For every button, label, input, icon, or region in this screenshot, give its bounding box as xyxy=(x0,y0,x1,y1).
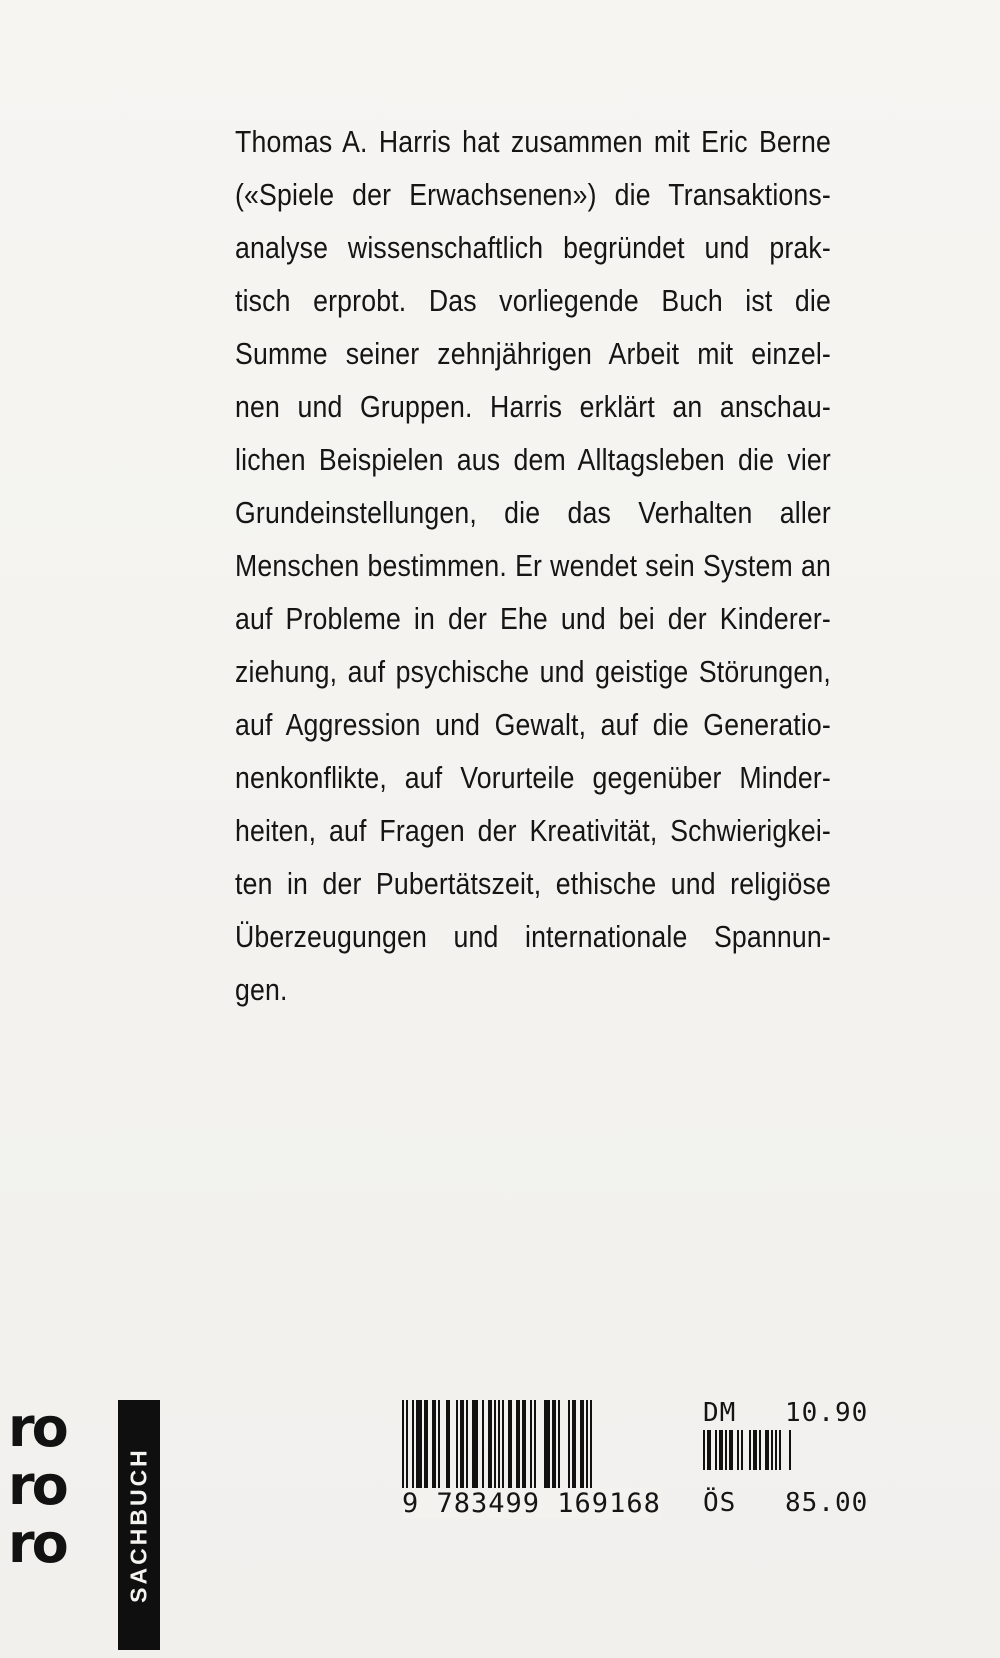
barcode-bar xyxy=(456,1400,458,1488)
barcode-bar xyxy=(488,1400,492,1488)
barcode-bar xyxy=(482,1400,484,1488)
barcode-bar xyxy=(789,1430,791,1470)
barcode-bar xyxy=(715,1430,717,1470)
blurb-line: auf Aggression und Gewalt, auf die Generatio- xyxy=(235,707,831,742)
price-dm xyxy=(703,1398,868,1428)
barcode-bar xyxy=(590,1400,592,1488)
barcode-bar xyxy=(771,1430,773,1470)
barcode-bar xyxy=(737,1430,739,1470)
price-addon-bars xyxy=(703,1430,833,1486)
logo-word: ro xyxy=(8,1396,66,1459)
blurb-line: tisch erprobt. Das vorliegende Buch ist die xyxy=(235,283,831,318)
blurb-line: heiten, auf Fragen der Kreativität, Schwierigkei- xyxy=(235,813,831,848)
blurb-line: Überzeugungen und internationale Spannun- xyxy=(235,919,831,954)
barcode-bar xyxy=(508,1400,512,1488)
barcode-bar xyxy=(516,1400,520,1488)
barcode-bar xyxy=(460,1400,464,1488)
barcode-bar xyxy=(729,1430,733,1470)
blurb-line: gen. xyxy=(235,972,288,1007)
blurb-line: nenkonflikte, auf Vorurteile gegenüber Minder- xyxy=(235,760,831,795)
blurb-line: Menschen bestimmen. Er wendet sein System an xyxy=(235,548,831,583)
blurb-line: Grundeinstellungen, die das Verhalten aller xyxy=(235,495,831,530)
barcode-bar xyxy=(432,1400,436,1488)
isbn-number: 9 783499 169168 xyxy=(402,1488,661,1519)
price-currency: DM xyxy=(703,1398,737,1428)
barcode-bar xyxy=(534,1400,536,1488)
logo-word: ro xyxy=(8,1512,66,1575)
barcode-bar xyxy=(775,1430,777,1470)
barcode-bar xyxy=(703,1430,705,1470)
blurb-line: Thomas A. Harris hat zusammen mit Eric Berne xyxy=(235,124,831,159)
blurb-line: auf Probleme in der Ehe und bei der Kinderer- xyxy=(235,601,831,636)
blurb-line: Summe seiner zehnjährigen Arbeit mit einzel- xyxy=(235,336,831,371)
barcode-bar xyxy=(438,1400,440,1488)
barcode-bar xyxy=(568,1400,570,1488)
barcode-bar xyxy=(572,1400,576,1488)
barcode-bar xyxy=(416,1400,422,1488)
barcode-bar xyxy=(466,1400,468,1488)
barcode-bar xyxy=(558,1400,560,1488)
blurb-line: analyse wissenschaftlich begründet und prak- xyxy=(235,230,831,265)
series-label: SACHBUCH xyxy=(125,1447,152,1603)
barcode-bar xyxy=(749,1430,751,1470)
blurb-text xyxy=(235,115,831,1016)
price-value: 10.90 xyxy=(785,1398,869,1428)
price-currency: ÖS xyxy=(703,1488,737,1518)
series-bar xyxy=(118,1400,160,1650)
rororo-logo xyxy=(8,1396,153,1650)
blurb-line: ziehung, auf psychische und geistige Störungen, xyxy=(235,654,831,689)
barcode-bar xyxy=(779,1430,781,1470)
barcode-bar xyxy=(522,1400,526,1488)
barcode-bar xyxy=(741,1430,743,1470)
barcode-bar xyxy=(759,1430,761,1470)
barcode-bar xyxy=(494,1400,496,1488)
barcode-bar xyxy=(530,1400,532,1488)
price-value: 85.00 xyxy=(785,1488,869,1518)
barcode-bar xyxy=(707,1430,711,1470)
barcode-bar xyxy=(753,1430,757,1470)
barcode-bar xyxy=(472,1400,478,1488)
barcode-bar xyxy=(719,1430,723,1470)
barcode-bar xyxy=(424,1400,428,1488)
barcode-bar xyxy=(725,1430,727,1470)
barcode-bar xyxy=(765,1430,769,1470)
barcode-bar xyxy=(446,1400,450,1488)
barcode-bar xyxy=(502,1400,504,1488)
barcode-bar xyxy=(498,1400,500,1488)
barcode-bar xyxy=(412,1400,414,1488)
barcode-bar xyxy=(552,1400,556,1488)
blurb-line: ten in der Pubertätszeit, ethische und religiöse xyxy=(235,866,831,901)
blurb-line: lichen Beispielen aus dem Alltagsleben die vier xyxy=(235,442,831,477)
barcode-bar xyxy=(544,1400,550,1488)
blurb-line: («Spiele der Erwachsenen») die Transaktions- xyxy=(235,177,831,212)
price-os xyxy=(703,1488,868,1518)
logo-word: ro xyxy=(8,1454,66,1517)
blurb-line: nen und Gruppen. Harris erklärt an anschau- xyxy=(235,389,831,424)
